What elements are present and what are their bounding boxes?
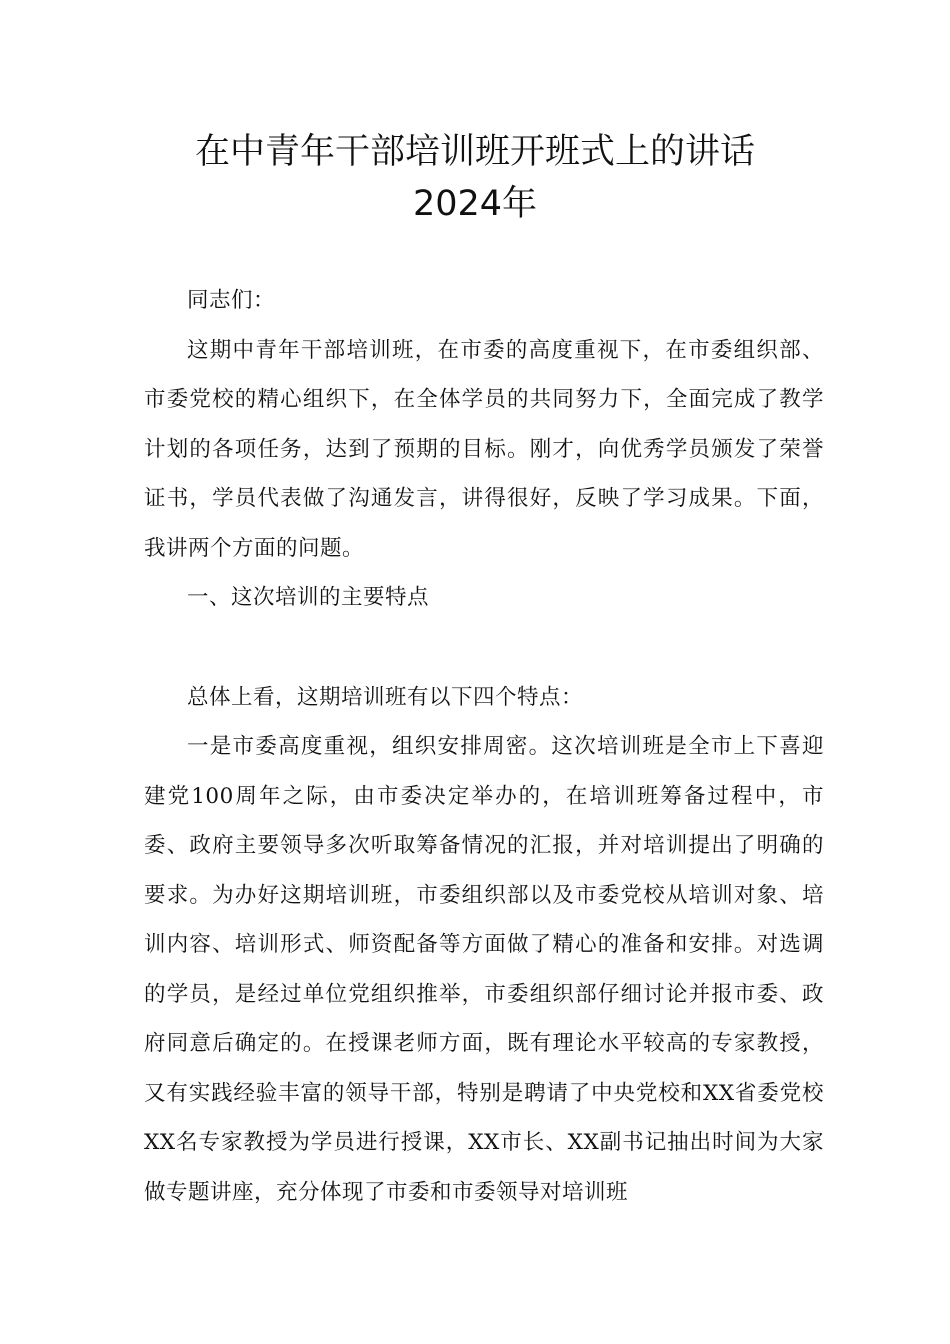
summary-paragraph: 总体上看，这期培训班有以下四个特点：: [187, 684, 584, 710]
intro-paragraph: 这期中青年干部培训班，在市委的高度重视下，在市委组织部、市委党校的精心组织下，在全体学员的共同努力下，全面完成了教学计划的各项任务，达到了预期的目标。刚才，向优秀学员颁发了荣誉证书，学员代表做了沟通发言，讲得很好，反映了学习成果。下面，我讲两个方面的问题。: [144, 337, 824, 561]
title-line-1: 在中青年干部培训班开班式上的讲话: [194, 132, 755, 172]
point-one-paragraph: 一是市委高度重视，组织安排周密。这次培训班是全市上下喜迎建党100周年之际，由市委决定举办的，在培训班筹备过程中，市委、政府主要领导多次听取筹备情况的汇报，并对培训提出了明确的要求。为办好这期培训班，市委组织部以及市委党校从培训对象、培训内容、培训形式、师资配备等方面做了精心的准备和安排。对选调的学员，是经过单位党组织推举，市委组织部仔细讨论并报市委、政府同意后确定的。在授课老师方面，既有理论水平较高的专家教授，又有实践经验丰富的领导干部，特别是聘请了中央党校和XX省委党校XX名专家教授为学员进行授课，XX市长、XX副书记抽出时间为大家做专题讲座，充分体现了市委和市委领导对培训班: [144, 734, 824, 1205]
section-gap: [144, 623, 824, 673]
greeting: 同志们：: [187, 288, 276, 313]
document-title: [0, 126, 950, 230]
title-line-2: 2024年: [412, 184, 538, 224]
section-heading: 一、这次培训的主要特点: [187, 585, 430, 610]
document-body: [144, 276, 824, 1217]
